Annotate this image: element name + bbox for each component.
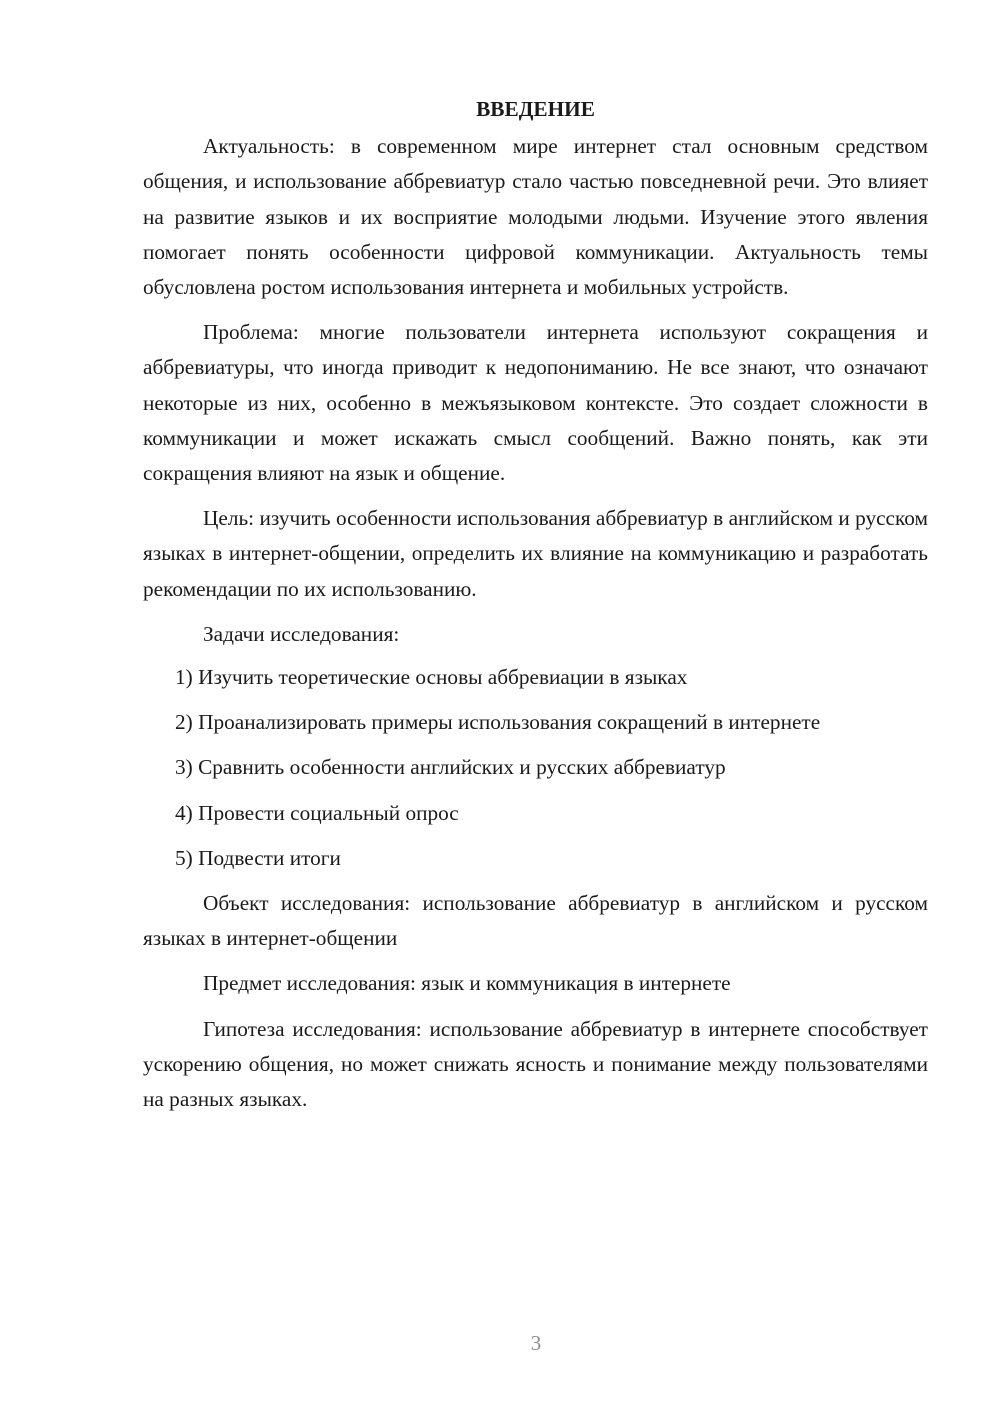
document-page (143, 92, 928, 1127)
paragraph-problem: Проблема: многие пользователи интернета используют сокращения и аббревиатуры, что иногда приводит к недопониманию. Не все знают, что означают некоторые из них, особенно в межъязыковом контексте. Это создает сложности в коммуникации и может искажать смысл сообщений. Важно понять, как эти сокращения влияют на язык и общение. (143, 320, 928, 486)
paragraph-relevance: Актуальность: в современном мире интернет стал основным средством общения, и использование аббревиатур стало частью повседневной речи. Это влияет на развитие языков и их восприятие молодыми людьми. Изучение этого явления помогает понять особенности цифровой коммуникации. Актуальность темы обусловлена ростом использования интернета и мобильных устройств. (143, 134, 928, 300)
paragraph-hypothesis: Гипотеза исследования: использование аббревиатур в интернете способствует ускорению общения, но может снижать ясность и понимание между пользователями на разных языках. (143, 1016, 928, 1112)
list-item: 1) Изучить теоретические основы аббревиации в языках (175, 665, 688, 690)
paragraph-object: Объект исследования: использование аббревиатур в английском и русском языках в интернет-общении (143, 891, 928, 951)
document-title: ВВЕДЕНИЕ (476, 97, 595, 121)
paragraph-goal: Цель: изучить особенности использования аббревиатур в английском и русском языках в интернет-общении, определить их влияние на коммуникацию и разработать рекомендации по их использованию. (143, 506, 928, 601)
tasks-list (143, 660, 928, 876)
list-item: 2) Проанализировать примеры использования сокращений в интернете (175, 710, 821, 735)
list-item: 5) Подвести итоги (175, 845, 341, 870)
paragraph-subject: Предмет исследования: язык и коммуникация в интернете (203, 971, 731, 996)
tasks-heading: Задачи исследования: (203, 621, 400, 646)
list-item: 4) Провести социальный опрос (175, 800, 459, 825)
page-number: 3 (530, 1331, 542, 1355)
list-item: 3) Сравнить особенности английских и русских аббревиатур (175, 755, 726, 780)
